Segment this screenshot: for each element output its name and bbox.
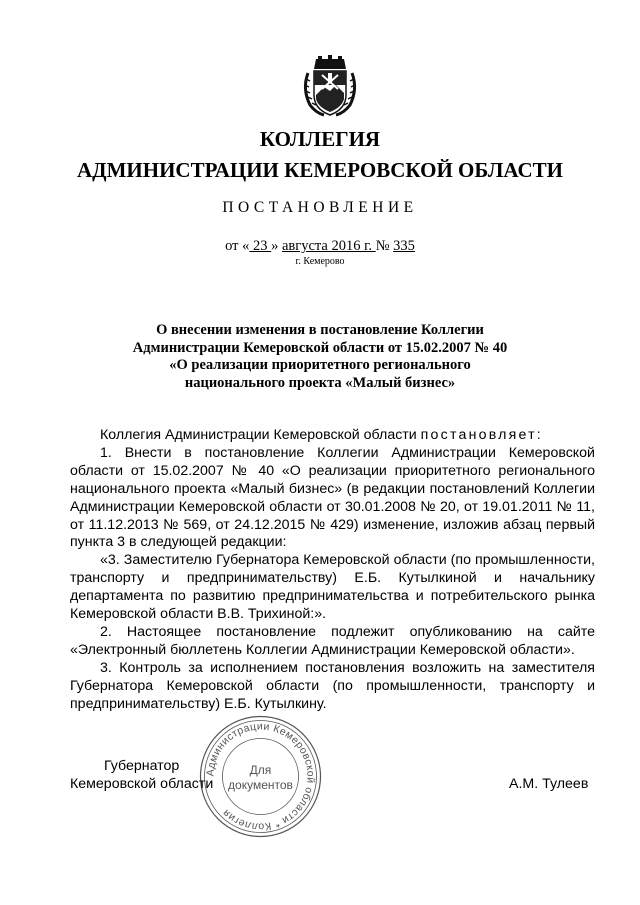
document-body [70,427,595,714]
body-item-3: 3. Контроль за исполнением постановления возложить на заместителя Губернатора Кемеровской области (по промышленности, транспорту и предпринимательству) Е.Б. Кутылкину. [70,659,595,712]
document-date-number [0,238,640,255]
body-quote: «3. Заместителю Губернатора Кемеровской области (по промышленности, транспорту и предпринимательству) Е.Б. Кутылкиной и начальнику департамента по развитию предпринимательства и потребительского рынка Кемеровской области В.В. Трихиной:». [70,552,595,623]
date-day: 23 [249,238,272,254]
intro-text: Коллегия Администрации Кемеровской области [100,427,421,443]
body-item-1: 1. Внести в постановление Коллегии Администрации Кемеровской области от 15.02.2007 № 40 «О реализации приоритетного регионального национального проекта «Малый бизнес» (в редакции постановлений Коллегии Администрации Кемеровской области от 30.01.2008 № 20, от 19.01.2011 № 11, от 11.12.2013 № 569, от 24.12.2015 № 429) изменение, изложив абзац первый пункта 3 в следующей редакции: [70,444,595,551]
document-title [0,322,640,392]
title-line3: «О реализации приоритетного регионального [169,357,471,373]
document-city: г. Кемерово [295,256,345,267]
document-type: ПОСТАНОВЛЕНИЕ [222,199,418,216]
org-title-line2: АДМИНИСТРАЦИИ КЕМЕРОВСКОЙ ОБЛАСТИ [76,158,564,182]
date-prefix: от « [225,238,250,254]
signature-position-line1: Губернатор [104,758,180,774]
title-line1: О внесении изменения в постановление Коллегии [156,322,484,338]
signature-name: А.М. Тулеев [509,776,589,792]
number-prefix: № [375,238,394,254]
stamp-ring-text: Администрации Кемеровской области * Коллегия [204,720,317,833]
signature-position-line2: Кемеровской области [70,776,214,792]
body-intro [70,427,595,445]
coat-of-arms-emblem [298,55,362,119]
title-line2: Администрации Кемеровской области от 15.02.2007 № 40 [132,339,508,356]
official-stamp [198,714,323,839]
title-line4: национального проекта «Малый бизнес» [184,374,456,391]
document-number: 335 [393,238,415,254]
date-month-year: августа 2016 г. [282,238,376,254]
stamp-center-line2: документов [228,778,293,792]
intro-decree-word: постановляет: [420,427,543,443]
body-item-2: 2. Настоящее постановление подлежит опубликованию на сайте «Электронный бюллетень Коллегии Администрации Кемеровской области». [70,623,595,658]
stamp-center-line1: Для [249,763,272,777]
date-middle: » [271,238,282,254]
org-title-line1: КОЛЛЕГИЯ [259,127,381,151]
